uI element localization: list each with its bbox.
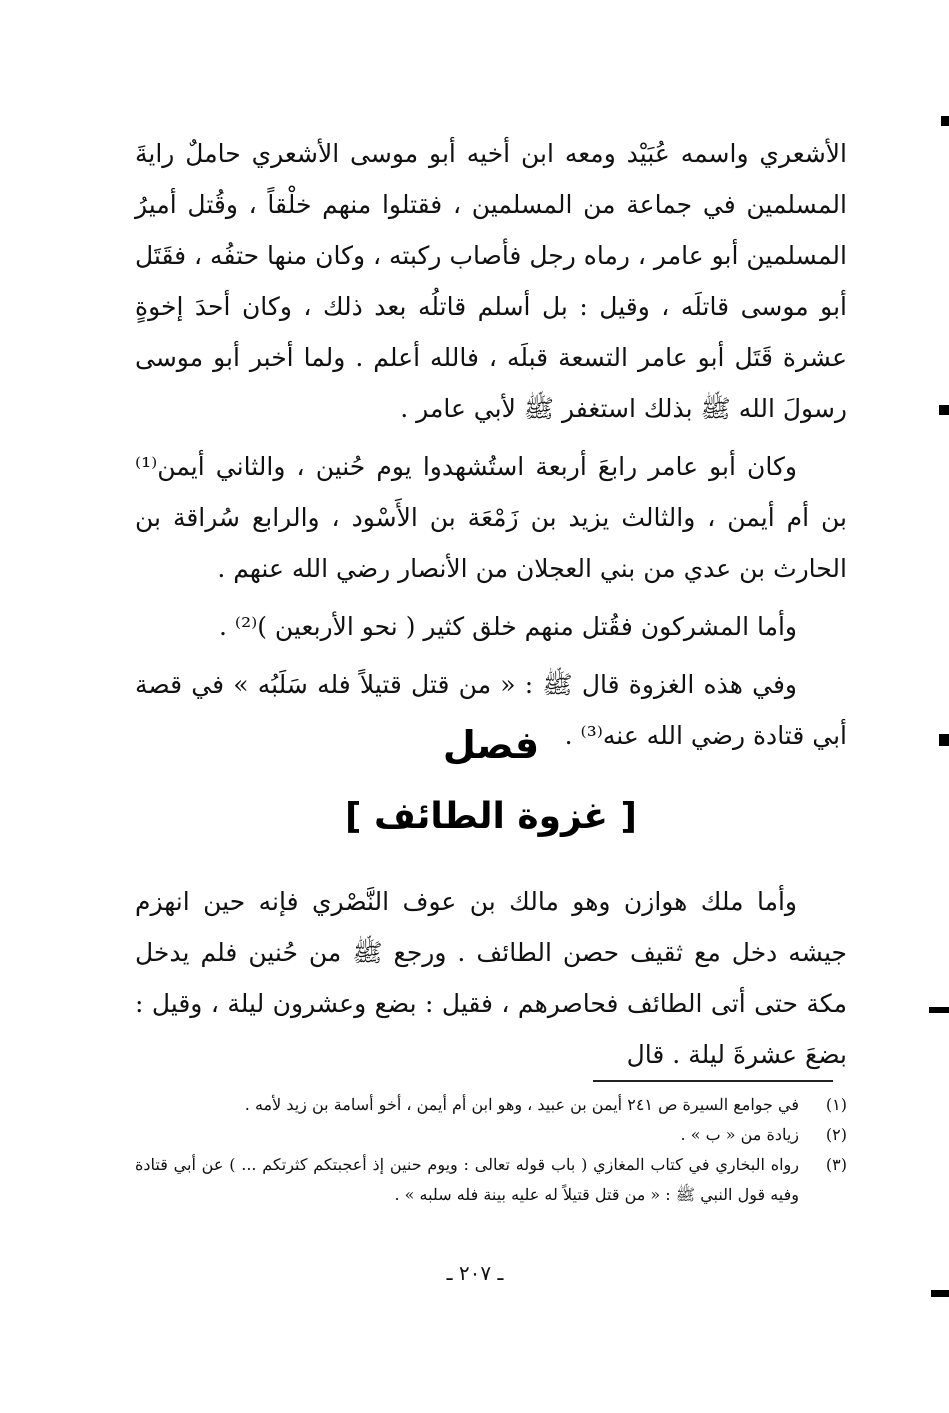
footnote-text: رواه البخاري في كتاب المغازي ( باب قوله تعالى : ويوم حنين إذ أعجبتكم كثرتكم ... ) عن أبي قتادة وفيه قول النبي ﷺ : « من قتل قتيلاً له عليه بينة فله سلبه » .	[135, 1155, 799, 1204]
footnote-text: زيادة من « ب » .	[680, 1125, 799, 1144]
paragraph-salab: وفي هذه الغزوة قال ﷺ : « من قتل قتيلاً فله سَلَبُه » في قصة أبي قتادة رضي الله عنه⁽³⁾ .	[135, 670, 847, 750]
footnotes	[135, 1090, 847, 1210]
paragraph-martyrs: وكان أبو عامر رابعَ أربعة استُشهدوا يوم حُنين ، والثاني أيمن⁽¹⁾ بن أم أيمن ، والثالث يزيد بن زَمْعَة بن الأَسْود ، والرابع سُراقة بن الحارث بن عدي من بني العجلان من الأنصار رضي الله عنهم .	[135, 452, 847, 583]
paragraph-abu-amir: الأشعري واسمه عُبَيْد ومعه ابن أخيه أبو موسى الأشعري حاملٌ رايةَ المسلمين في جماعة من المسلمين ، فقتلوا منهم خلْقاً ، وقُتل أميرُ المسلمين أبو عامر ، رماه رجل فأصاب ركبته ، وكان منها حتفُه ، فقَتَل أبو موسى قاتلَه ، وقيل : بل أسلم قاتلُه بعد ذلك ، وكان أحدَ إخوةٍ عشرة قَتَل أبو عامر التسعة قبلَه ، فالله أعلم . ولما أخبر أبو موسى رسولَ الله ﷺ بذلك استغفر ﷺ لأبي عامر .	[135, 139, 847, 423]
footnote-text: في جوامع السيرة ص ٢٤١ أيمن بن عبيد ، وهو ابن أم أيمن ، أخو أسامة بن زيد لأمه .	[244, 1095, 799, 1114]
page-number: ـ ٢٠٧ ـ	[446, 1261, 504, 1285]
scan-edge-mark	[929, 1007, 949, 1013]
section-subheading: [ غزوة الطائف ]	[345, 796, 637, 837]
footnote-number: (١)	[825, 1095, 847, 1114]
footnote-divider	[593, 1080, 833, 1082]
footnote-item	[135, 1150, 847, 1210]
scan-edge-mark	[939, 405, 949, 415]
section-heading: فصل	[442, 723, 540, 767]
scan-edge-mark	[939, 734, 949, 746]
paragraph-polytheists: وأما المشركون فقُتل منهم خلق كثير ( نحو الأربعين )⁽²⁾ .	[219, 612, 797, 641]
footnote-item	[135, 1090, 847, 1120]
paragraph-hawazin: وأما ملك هوازن وهو مالك بن عوف النَّصْري فإنه حين انهزم جيشه دخل مع ثقيف حصن الطائف . ورجع ﷺ من حُنين فلم يدخل مكة حتى أتى الطائف فحاصرهم ، فقيل : بضع وعشرون ليلة ، وقيل : بضعَ عشرةَ ليلة . قال	[135, 887, 847, 1069]
scan-edge-mark	[941, 116, 949, 126]
main-text-upper	[135, 128, 847, 761]
scan-edge-mark	[931, 1290, 949, 1297]
footnote-number: (٢)	[825, 1125, 847, 1144]
footnote-item	[135, 1120, 847, 1150]
main-text-lower	[135, 876, 847, 1080]
footnote-number: (٣)	[825, 1155, 847, 1174]
